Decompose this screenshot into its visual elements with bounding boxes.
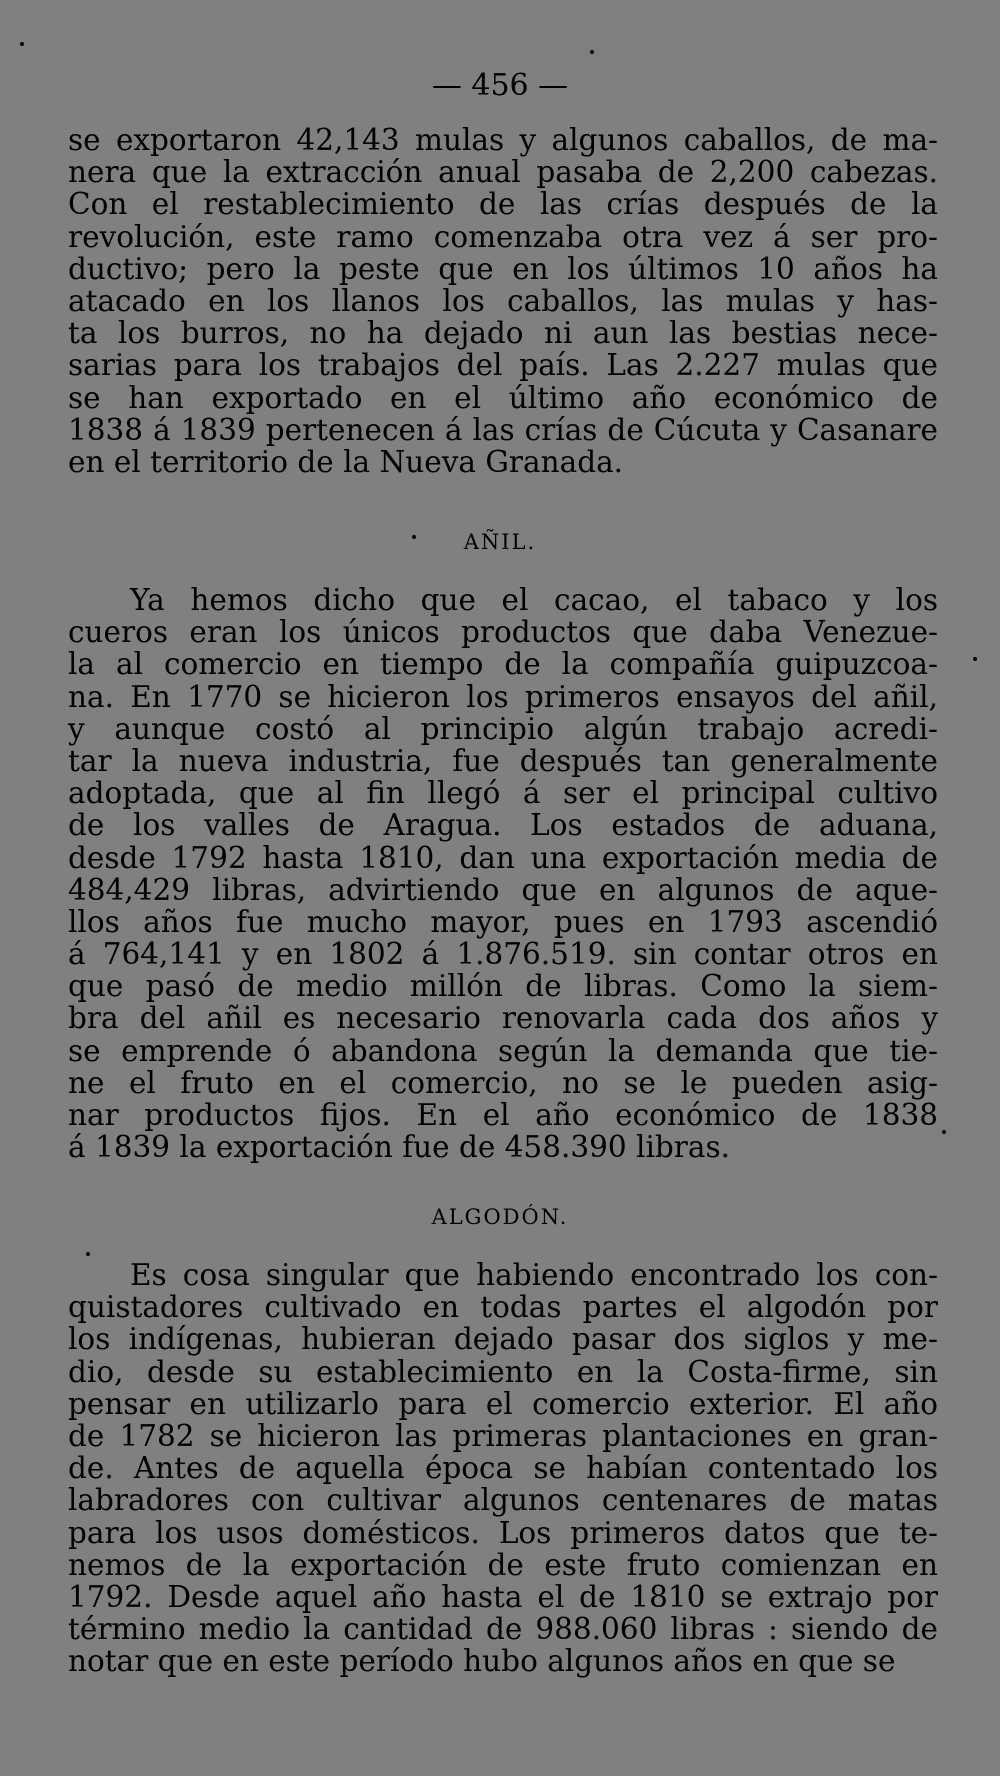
section-heading-anil: AÑIL. <box>463 530 537 554</box>
text-line: sarias para los trabajos del país. Las 2.227 mulas que <box>68 348 938 383</box>
paragraph-anil <box>68 584 938 1163</box>
text-line: 484,429 libras, advirtiendo que en algunos de aque- <box>68 872 938 907</box>
page-number: — 456 — <box>431 68 569 103</box>
text-line: llos años fue mucho mayor, pues en 1793 ascendió <box>68 904 938 939</box>
text-line: á 764,141 y en 1802 á 1.876.519. sin contar otros en <box>68 937 938 972</box>
text-line: los indígenas, hubieran dejado pasar dos siglos y me- <box>68 1322 938 1357</box>
scan-speck <box>590 50 594 54</box>
text-line: labradores con cultivar algunos centenares de matas <box>68 1483 938 1518</box>
text-line: Es cosa singular que habiendo encontrado los con- <box>130 1258 938 1292</box>
text-line: cueros eran los únicos productos que daba Venezue- <box>68 615 938 650</box>
text-line: pensar en utilizarlo para el comercio exterior. El año <box>68 1386 938 1421</box>
text-line: de los valles de Aragua. Los estados de aduana, <box>68 808 938 843</box>
text-line: atacado en los llanos los caballos, las mulas y has- <box>68 283 938 318</box>
text-line: ne el fruto en el comercio, no se le pueden asig- <box>68 1065 938 1100</box>
text-line: se han exportado en el último año económico de <box>68 380 938 415</box>
text-line: nemos de la exportación de este fruto comienzan en <box>68 1547 938 1582</box>
text-line: na. En 1770 se hicieron los primeros ensayos del añil, <box>68 679 938 714</box>
scan-speck <box>973 657 977 661</box>
text-line: 1838 á 1839 pertenecen á las crías de Cúcuta y Casanare <box>68 412 938 447</box>
text-line: tar la nueva industria, fue después tan generalmente <box>68 743 938 778</box>
text-line: para los usos domésticos. Los primeros datos que te- <box>68 1515 938 1550</box>
scan-speck <box>20 42 24 46</box>
text-line: notar que en este período hubo algunos años en que se <box>68 1644 896 1679</box>
text-line: ductivo; pero la peste que en los últimos 10 años ha <box>68 251 938 286</box>
text-line: nar productos fijos. En el año económico de 1838 <box>68 1098 938 1132</box>
text-line: de. Antes de aquella época se habían contentado los <box>68 1451 938 1486</box>
scan-speck <box>412 535 416 539</box>
section-heading-algodon: ALGODÓN. <box>431 1205 569 1229</box>
text-line: y aunque costó al principio algún trabajo acredi- <box>68 711 938 746</box>
text-line: 1792. Desde aquel año hasta el de 1810 se extrajo por <box>68 1579 938 1614</box>
text-line: término medio la cantidad de 988.060 libras : siendo de <box>68 1612 938 1647</box>
scan-speck <box>942 1130 946 1134</box>
paragraph-mulas <box>68 124 938 478</box>
text-line: que pasó de medio millón de libras. Como la siem- <box>68 969 938 1004</box>
text-line: á 1839 la exportación fue de 458.390 libras. <box>68 1130 730 1165</box>
text-line: se emprende ó abandona según la demanda que tie- <box>68 1033 938 1068</box>
text-line: ta los burros, no ha dejado ni aun las bestias nece- <box>68 316 938 351</box>
scan-speck <box>86 1252 90 1256</box>
text-line: de 1782 se hicieron las primeras plantaciones en gran- <box>68 1418 938 1453</box>
text-line: desde 1792 hasta 1810, dan una exportación media de <box>68 840 938 875</box>
text-line: en el territorio de la Nueva Granada. <box>68 444 624 479</box>
text-line: revolución, este ramo comenzaba otra vez á ser pro- <box>68 219 938 254</box>
text-line: nera que la extracción anual pasaba de 2,200 cabezas. <box>68 155 938 190</box>
paragraph-algodon <box>68 1259 938 1677</box>
text-line: Ya hemos dicho que el cacao, el tabaco y los <box>130 583 938 617</box>
text-line: la al comercio en tiempo de la compañía guipuzcoa- <box>68 647 938 682</box>
text-line: quistadores cultivado en todas partes el algodón por <box>68 1290 938 1325</box>
text-line: adoptada, que al fin llegó á ser el principal cultivo <box>68 776 938 811</box>
text-line: dio, desde su establecimiento en la Costa-firme, sin <box>68 1354 938 1389</box>
text-line: bra del añil es necesario renovarla cada dos años y <box>68 1001 938 1036</box>
text-line: Con el restablecimiento de las crías después de la <box>68 187 938 222</box>
text-line: se exportaron 42,143 mulas y algunos caballos, de ma- <box>68 123 938 157</box>
